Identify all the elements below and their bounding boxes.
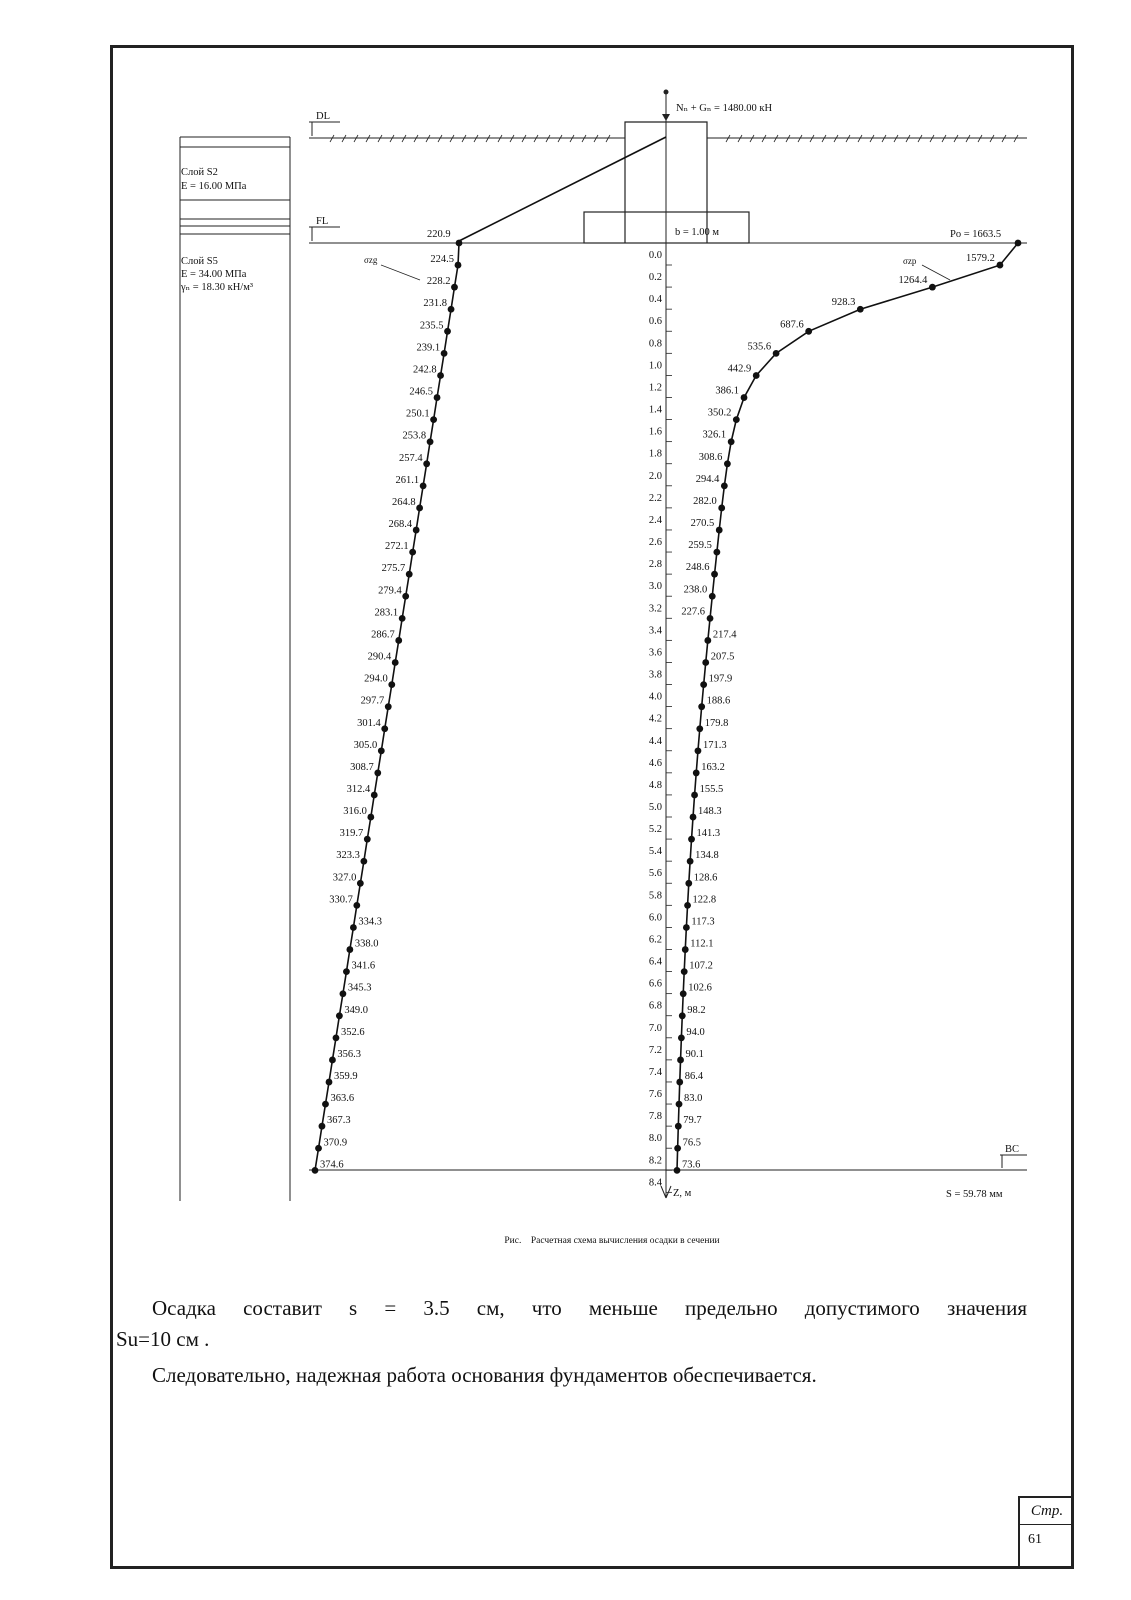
sigma-zg-point	[367, 814, 374, 821]
sigma-zp-value: 73.6	[682, 1159, 701, 1171]
depth-label: 7.8	[648, 1111, 662, 1123]
sigma-zg-value: 352.6	[340, 1026, 365, 1038]
sigma-zg-value: 370.9	[323, 1137, 348, 1149]
sigma-zp-value: 102.6	[688, 982, 712, 994]
sigma-zp-labels	[681, 253, 995, 1170]
sigma-zp-point	[679, 1012, 686, 1019]
bc-line	[309, 1155, 1027, 1170]
depth-label: 6.8	[648, 1000, 662, 1012]
sigma-zg-value: 235.5	[419, 320, 444, 332]
fl-label: FL	[316, 216, 329, 227]
sigma-zg-value: 316.0	[343, 806, 367, 818]
sigma-zg-value: 349.0	[344, 1004, 369, 1016]
sigma-zp-point	[685, 880, 692, 887]
z-axis-label: Z, м	[673, 1188, 692, 1199]
layer-s5-unit-weight: γₙ = 18.30 кН/м³	[181, 282, 253, 293]
sigma-zp-value: 112.1	[690, 938, 714, 950]
sigma-zg-value: 246.5	[409, 386, 434, 398]
conclusion-paragraph-line1: Осадка составит s = 3.5 см, что меньше предельно допустимого значения	[152, 1296, 1027, 1320]
sigma-zg-point	[441, 350, 448, 357]
sigma-zp-point	[676, 1079, 683, 1086]
sigma-zp-value: 238.0	[683, 584, 708, 596]
sigma-zp-value: 308.6	[698, 451, 723, 463]
sigma-zg-point	[357, 880, 364, 887]
sigma-zg-value: 363.6	[330, 1093, 355, 1105]
layer-s5-modulus: E = 34.00 МПа	[181, 269, 247, 280]
z-axis-ticks	[666, 265, 672, 1192]
sigma-zg-point	[416, 505, 423, 512]
sigma-zp-point	[678, 1034, 685, 1041]
sigma-zg-value: 228.2	[426, 276, 451, 288]
depth-label: 0.6	[648, 316, 662, 328]
sigma-zg-point	[444, 328, 451, 335]
conclusion-paragraph-line2: Su=10 см .	[116, 1327, 210, 1351]
depth-label: 5.8	[648, 890, 662, 902]
depth-label: 1.6	[648, 426, 662, 438]
sigma-zg-value: 334.3	[358, 916, 383, 928]
depth-label: 0.2	[648, 272, 662, 284]
sigma-zg-point	[326, 1079, 333, 1086]
page-stamp-label: Стр.	[1020, 1498, 1074, 1525]
load-label: Nₙ + Gₙ = 1480.00 кН	[676, 103, 773, 114]
sigma-zg-point	[312, 1167, 319, 1174]
bc-label: BC	[1005, 1144, 1020, 1155]
p0-label: Po = 1663.5	[950, 229, 1002, 240]
layer-s2-modulus: E = 16.00 МПа	[181, 181, 247, 192]
sigma-zg-point	[371, 792, 378, 799]
sigma-zp-value: 282.0	[693, 495, 717, 507]
sigma-zg-value: 286.7	[371, 629, 395, 641]
sigma-zg-point	[329, 1057, 336, 1064]
sigma-zp-point	[713, 549, 720, 556]
sigma-zp-value: 259.5	[688, 540, 712, 552]
depth-label: 1.0	[648, 360, 662, 372]
sigma-zp-value: 179.8	[704, 717, 729, 729]
layer-column	[180, 137, 290, 1201]
depth-label: 0.8	[648, 338, 662, 350]
fl-sigma-zg-label: 220.9	[427, 229, 451, 240]
sigma-zp-value: 687.6	[780, 319, 804, 331]
sigma-zp-label: σzp	[903, 256, 917, 266]
sigma-zp-point	[707, 615, 714, 622]
sigma-zp-point	[696, 725, 703, 732]
sigma-zp-value: 141.3	[696, 828, 721, 840]
sigma-zg-point	[333, 1034, 340, 1041]
sigma-zg-point	[340, 990, 347, 997]
sigma-zg-value: 301.4	[357, 717, 381, 729]
sigma-zp-point	[741, 394, 748, 401]
depth-label: 4.0	[648, 691, 662, 703]
depth-label: 5.2	[648, 824, 662, 836]
sigma-zg-value: 319.7	[339, 828, 364, 840]
depth-label: 4.2	[648, 713, 662, 725]
sigma-zg-point	[427, 438, 434, 445]
depth-label: 0.4	[648, 294, 662, 306]
load-point	[664, 90, 669, 95]
sigma-zp-value: 442.9	[727, 363, 752, 375]
sigma-zp-value: 270.5	[690, 518, 715, 530]
sigma-zp-point	[691, 792, 698, 799]
sigma-zp-value: 171.3	[702, 739, 727, 751]
sigma-zg-point	[322, 1101, 329, 1108]
sigma-zg-value: 257.4	[399, 452, 423, 464]
figure-caption: Рис. Расчетная схема вычисления осадки в сечении	[504, 1236, 720, 1246]
depth-label: 1.4	[648, 404, 662, 416]
sigma-zp-value: 128.6	[693, 872, 718, 884]
sigma-zg-point	[456, 240, 463, 247]
layer-s2-name: Слой S2	[181, 167, 218, 178]
sigma-zg-value: 341.6	[351, 960, 376, 972]
depth-label: 8.2	[648, 1155, 662, 1167]
sigma-zp-point	[721, 482, 728, 489]
sigma-zg-label: σzg	[364, 255, 378, 265]
depth-label: 3.0	[648, 581, 662, 593]
sigma-zp-value: 535.6	[747, 341, 772, 353]
sigma-zp-point	[687, 858, 694, 865]
depth-label: 5.4	[648, 846, 662, 858]
sigma-zp-value: 90.1	[685, 1048, 704, 1060]
sigma-zp-value: 326.1	[702, 429, 727, 441]
sigma-zp-point	[688, 836, 695, 843]
sigma-zp-value: 79.7	[683, 1115, 702, 1127]
sigma-zp-value: 207.5	[710, 651, 735, 663]
sigma-zg-value: 253.8	[402, 430, 427, 442]
depth-label: 2.2	[648, 492, 662, 504]
sigma-zp-point	[716, 527, 723, 534]
fl-line	[309, 227, 1027, 243]
depth-label: 7.2	[648, 1044, 662, 1056]
sigma-zg-value: 242.8	[412, 364, 437, 376]
sigma-zp-point	[690, 814, 697, 821]
sigma-zg-value: 283.1	[374, 607, 399, 619]
page-stamp	[1018, 1496, 1074, 1569]
sigma-zg-value: 224.5	[430, 254, 454, 266]
sigma-zp-value: 98.2	[687, 1004, 706, 1016]
sigma-zg-value: 264.8	[391, 496, 416, 508]
sigma-zg-point	[388, 681, 395, 688]
sigma-zg-point	[378, 747, 385, 754]
sigma-zg-point	[423, 460, 430, 467]
sigma-zp-value: 155.5	[699, 784, 724, 795]
sigma-zg-point	[385, 703, 392, 710]
depth-label: 7.4	[648, 1066, 662, 1078]
sigma-zp-value: 294.4	[695, 473, 720, 485]
sigma-zg-point	[392, 659, 399, 666]
depth-label: 6.2	[648, 934, 662, 946]
depth-label: 1.8	[648, 448, 662, 460]
depth-label: 8.4	[648, 1177, 662, 1189]
sigma-zg-value: 312.4	[346, 784, 371, 795]
sigma-zp-point	[753, 372, 760, 379]
sigma-zp-value: 83.0	[684, 1093, 703, 1105]
depth-label: 3.4	[648, 625, 662, 637]
sigma-zg-point	[346, 946, 353, 953]
sigma-zp-value: 928.3	[831, 297, 856, 309]
sigma-zp-point	[681, 968, 688, 975]
sigma-zp-point	[683, 924, 690, 931]
sigma-zg-point	[395, 637, 402, 644]
sigma-zg-point	[451, 284, 458, 291]
layer-s5-name: Слой S5	[181, 256, 218, 267]
sigma-zp-point	[733, 416, 740, 423]
sigma-zp-value: 148.3	[698, 806, 722, 818]
final-conclusion: Следовательно, надежная работа основания фундаментов обеспечивается.	[152, 1363, 817, 1387]
sigma-zp-point	[997, 262, 1004, 269]
sigma-zg-point	[360, 858, 367, 865]
sigma-zg-value: 305.0	[353, 739, 378, 751]
ground-line	[309, 122, 1027, 138]
depth-label: 3.6	[648, 647, 662, 659]
sigma-zp-point	[718, 505, 725, 512]
sigma-zp-point	[704, 637, 711, 644]
sigma-zp-point	[773, 350, 780, 357]
sigma-zp-value: 197.9	[708, 673, 733, 685]
depth-label: 4.4	[648, 735, 662, 747]
depth-label: 5.0	[648, 802, 662, 813]
depth-label: 6.4	[648, 956, 662, 968]
sigma-zg-point	[409, 549, 416, 556]
sigma-zg-point	[350, 924, 357, 931]
sigma-zg-value: 374.6	[320, 1159, 344, 1171]
sigma-zg-value: 268.4	[388, 519, 413, 531]
sigma-zg-point	[319, 1123, 326, 1130]
sigma-zg-value: 345.3	[347, 982, 372, 994]
sigma-zg-value: 279.4	[378, 585, 402, 597]
sigma-zg-leader	[381, 265, 420, 280]
sigma-zp-point	[728, 438, 735, 445]
depth-label: 3.2	[648, 603, 662, 615]
sigma-zg-value: 231.8	[423, 298, 448, 310]
sigma-zg-point	[353, 902, 360, 909]
sigma-zg-point	[406, 571, 413, 578]
sigma-zg-value: 356.3	[337, 1048, 362, 1060]
sigma-zg-point	[364, 836, 371, 843]
depth-label: 1.2	[648, 382, 662, 394]
sigma-zp-point	[698, 703, 705, 710]
sigma-zg-value: 239.1	[416, 342, 441, 354]
sigma-zp-value: 117.3	[691, 916, 715, 928]
sigma-zg-value: 297.7	[360, 695, 385, 707]
sigma-zg-point	[455, 262, 462, 269]
sigma-zp-point	[700, 681, 707, 688]
sigma-zp-point	[677, 1057, 684, 1064]
sigma-zp-value: 107.2	[689, 960, 713, 972]
sigma-zp-value: 248.6	[685, 562, 710, 574]
depth-label: 0.0	[648, 250, 662, 261]
z-axis	[661, 120, 671, 1198]
sigma-zp-point	[680, 990, 687, 997]
sigma-zp-point	[724, 460, 731, 467]
depth-label: 8.0	[648, 1133, 662, 1145]
sigma-zg-value: 275.7	[381, 563, 406, 575]
width-label: b = 1.00 м	[675, 227, 720, 238]
sigma-zp-value: 188.6	[706, 695, 731, 707]
depth-label: 4.8	[648, 779, 662, 791]
sigma-zp-value: 134.8	[695, 850, 719, 862]
sigma-zg-top-line	[459, 137, 666, 241]
sigma-zg-value: 261.1	[395, 474, 420, 486]
sigma-zp-point	[676, 1101, 683, 1108]
sigma-zg-value: 330.7	[329, 894, 353, 906]
sigma-zg-point	[315, 1145, 322, 1152]
sigma-zp-point	[695, 747, 702, 754]
sigma-zg-point	[413, 527, 420, 534]
sigma-zg-point	[437, 372, 444, 379]
sigma-zp-point	[929, 284, 936, 291]
sigma-zg-value: 359.9	[334, 1071, 358, 1083]
depth-label: 3.8	[648, 669, 662, 681]
sigma-zp-point	[674, 1167, 681, 1174]
depth-label: 5.6	[648, 868, 662, 880]
depth-label: 7.0	[648, 1022, 662, 1034]
sigma-zp-point	[693, 770, 700, 777]
sigma-zg-point	[399, 615, 406, 622]
depth-labels	[649, 250, 663, 1188]
sigma-zg-point	[381, 725, 388, 732]
dl-label: DL	[316, 111, 330, 122]
sigma-zg-point	[402, 593, 409, 600]
load-arrow-head	[662, 114, 670, 121]
sigma-zp-point	[675, 1123, 682, 1130]
depth-label: 7.6	[648, 1089, 662, 1101]
sigma-zp-value: 227.6	[681, 606, 706, 618]
sigma-zp-point	[674, 1145, 681, 1152]
sigma-zg-point	[434, 394, 441, 401]
sigma-zg-point	[374, 770, 381, 777]
depth-label: 4.6	[648, 757, 662, 769]
sigma-zp-value: 217.4	[712, 629, 737, 641]
depth-label: 6.6	[648, 978, 662, 990]
sigma-zg-value: 290.4	[367, 651, 392, 663]
sigma-zg-value: 367.3	[326, 1115, 351, 1127]
depth-label: 2.4	[648, 514, 662, 526]
sigma-zp-point	[1015, 240, 1022, 247]
depth-label: 6.0	[648, 912, 662, 924]
sigma-zp-value: 1579.2	[966, 253, 995, 265]
sigma-zp-value: 76.5	[682, 1137, 701, 1149]
page-number: 61	[1028, 1532, 1042, 1547]
sigma-zp-point	[702, 659, 709, 666]
sigma-zg-point	[343, 968, 350, 975]
sigma-zp-point	[857, 306, 864, 313]
sigma-zp-value: 86.4	[684, 1071, 704, 1083]
sigma-zg-value: 272.1	[385, 541, 409, 553]
sigma-zp-point	[684, 902, 691, 909]
sigma-zp-value: 350.2	[707, 407, 732, 419]
sigma-zg-value: 294.0	[364, 673, 388, 685]
sigma-zp-value: 94.0	[686, 1026, 705, 1038]
depth-label: 2.8	[648, 559, 662, 571]
sigma-zp-value: 1264.4	[898, 275, 928, 287]
sigma-zp-point	[805, 328, 812, 335]
sigma-zg-value: 327.0	[332, 872, 357, 884]
sigma-zg-value: 338.0	[354, 938, 379, 950]
settlement-label: S = 59.78 мм	[946, 1189, 1003, 1200]
sigma-zp-point	[709, 593, 716, 600]
sigma-zp-value: 386.1	[715, 385, 740, 397]
depth-label: 2.0	[648, 470, 662, 482]
sigma-zg-value: 323.3	[336, 850, 360, 862]
sigma-zp-value: 122.8	[692, 894, 717, 906]
sigma-zp-value: 163.2	[701, 761, 725, 773]
sigma-zp-point	[711, 571, 718, 578]
sigma-zp-point	[682, 946, 689, 953]
depth-label: 2.6	[648, 537, 662, 549]
sigma-zg-point	[430, 416, 437, 423]
sigma-zg-value: 308.7	[350, 761, 374, 773]
sigma-zg-point	[420, 482, 427, 489]
sigma-zg-point	[336, 1012, 343, 1019]
sigma-zg-point	[448, 306, 455, 313]
sigma-zg-value: 250.1	[405, 408, 430, 420]
